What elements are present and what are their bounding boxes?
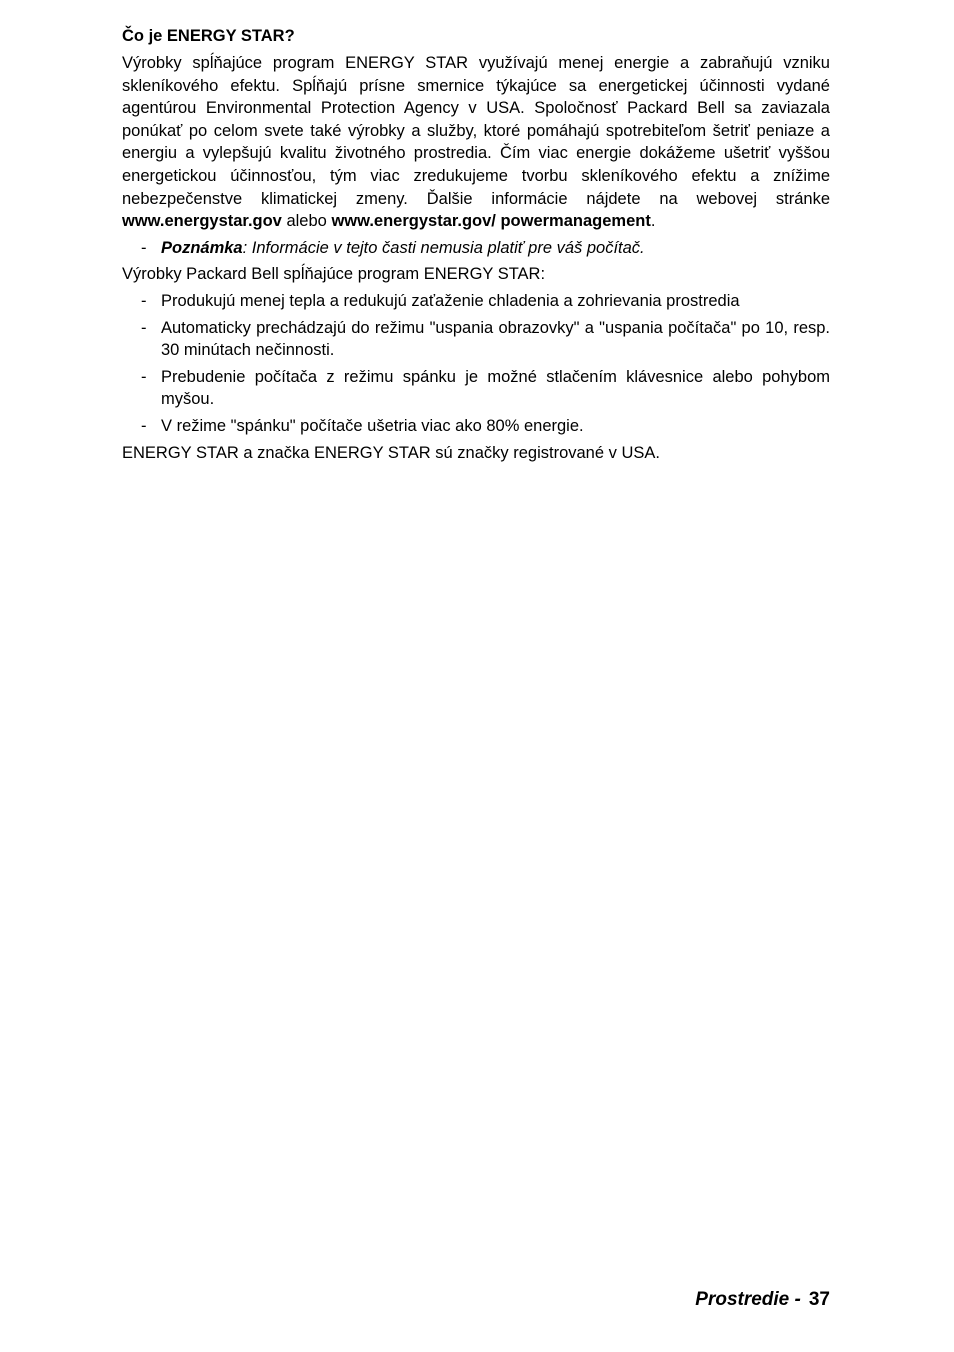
document-body <box>122 24 830 468</box>
feature-text: Produkujú menej tepla a redukujú zaťaženie chladenia a zohrievania prostredia <box>161 291 740 310</box>
feature-item <box>122 415 830 438</box>
page-footer <box>695 1289 830 1311</box>
feature-item <box>122 290 830 313</box>
section-heading: Čo je ENERGY STAR? <box>122 27 295 45</box>
feature-list <box>122 290 830 438</box>
dash-marker: - <box>141 238 147 257</box>
powermanagement-link[interactable]: www.energystar.gov/ powermanagement <box>331 212 651 231</box>
feature-item <box>122 317 830 362</box>
feature-item <box>122 366 830 411</box>
footer-section-title: Prostredie - <box>695 1289 801 1310</box>
dash-marker: - <box>141 416 147 435</box>
energystar-link[interactable]: www.energystar.gov <box>122 212 282 231</box>
intro-end: . <box>650 212 656 231</box>
page-number: 37 <box>808 1289 830 1310</box>
feature-text: Prebudenie počítača z režimu spánku je možné stlačením klávesnice alebo pohybom myšou. <box>161 367 830 409</box>
trademark-notice: ENERGY STAR a značka ENERGY STAR sú značky registrované v USA. <box>122 443 660 462</box>
feature-text: V režime "spánku" počítače ušetria viac ako 80% energie. <box>161 416 584 435</box>
note-list <box>122 237 830 260</box>
dash-marker: - <box>141 318 147 337</box>
note-text: : Informácie v tejto časti nemusia platiť pre váš počítač. <box>242 238 645 257</box>
feature-text: Automaticky prechádzajú do režimu "uspania obrazovky" a "uspania počítača" po 10, resp. 30 minútach nečinnosti. <box>161 318 830 360</box>
products-intro: Výrobky Packard Bell spĺňajúce program ENERGY STAR: <box>122 265 546 284</box>
note-item <box>122 237 830 260</box>
intro-paragraph <box>122 52 830 233</box>
intro-text: Výrobky spĺňajúce program ENERGY STAR využívajú menej energie a zabraňujú vzniku skleníkového efektu. Spĺňajú prísne smernice týkajúce sa energetickej účinnosti vydané agentúrou Environmental Protection Agency v USA. Spoločnosť Packard Bell sa zaviazala ponúkať po celom svete také výrobky a služby, ktoré pomáhajú spotrebiteľom šetriť peniaze a energiu a vylepšujú kvalitu životného prostredia. Čím viac energie dokážeme ušetriť vyššou energetickou účinnosťou, tým viac zredukujeme tvorbu skleníkového efektu a znížime nebezpečenstve klimatickej zmeny. Ďalšie informácie nájdete na webovej stránke <box>122 54 830 208</box>
dash-marker: - <box>141 291 147 310</box>
intro-connector: alebo <box>286 212 327 231</box>
dash-marker: - <box>141 367 147 386</box>
note-label: Poznámka <box>161 238 243 257</box>
